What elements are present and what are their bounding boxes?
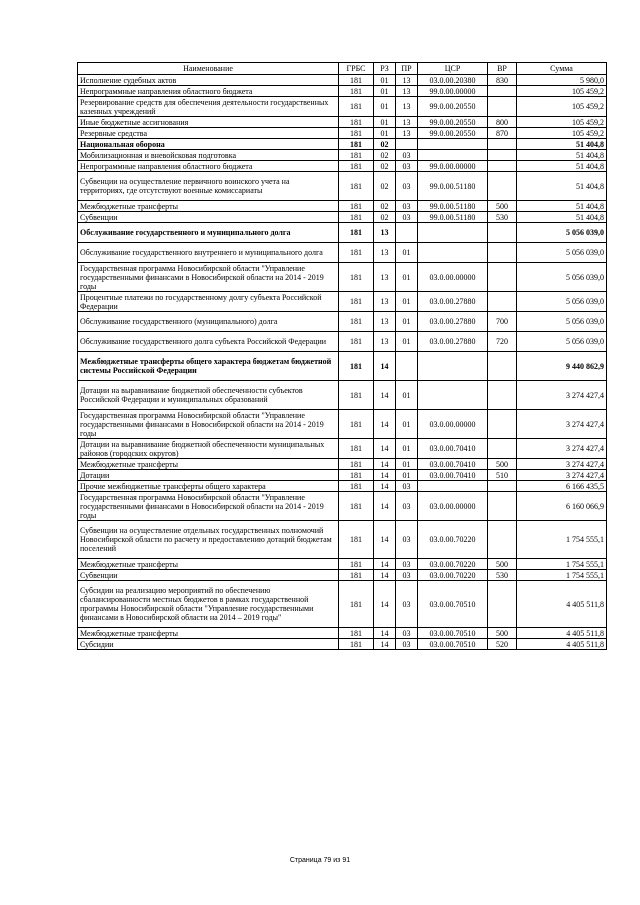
cell-grbs: 181	[339, 139, 374, 150]
cell-rz: 02	[374, 150, 396, 161]
table-header-row	[78, 63, 607, 75]
cell-pr: 01	[396, 263, 418, 292]
table-row	[78, 481, 607, 492]
cell-sum: 1 754 555,1	[517, 570, 607, 581]
header-rz: РЗ	[374, 63, 396, 75]
cell-name: Субсидии	[78, 639, 339, 650]
cell-vr: 500	[488, 459, 517, 470]
cell-vr	[488, 86, 517, 97]
cell-grbs: 181	[339, 439, 374, 459]
cell-name: Государственная программа Новосибирской области "Управление государственными финансами в Новосибирской области на 2014 - 2019 годы	[78, 410, 339, 439]
table-row	[78, 312, 607, 332]
cell-rz: 13	[374, 312, 396, 332]
cell-csr	[418, 243, 488, 263]
cell-rz: 01	[374, 128, 396, 139]
cell-name: Межбюджетные трансферты	[78, 201, 339, 212]
cell-vr	[488, 97, 517, 117]
cell-sum: 4 405 511,8	[517, 639, 607, 650]
cell-grbs: 181	[339, 581, 374, 628]
cell-csr: 03.0.00.27880	[418, 312, 488, 332]
cell-rz: 13	[374, 332, 396, 352]
cell-sum: 4 405 511,8	[517, 628, 607, 639]
cell-pr: 01	[396, 243, 418, 263]
cell-sum: 3 274 427,4	[517, 459, 607, 470]
cell-sum: 1 754 555,1	[517, 559, 607, 570]
table-row	[78, 628, 607, 639]
cell-sum: 51 404,8	[517, 161, 607, 172]
cell-vr: 520	[488, 639, 517, 650]
cell-rz: 01	[374, 75, 396, 86]
cell-name: Государственная программа Новосибирской области "Управление государственными финансами в Новосибирской области на 2014 - 2019 годы	[78, 492, 339, 521]
cell-name: Обслуживание государственного (муниципального) долга	[78, 312, 339, 332]
budget-table-sheet	[77, 62, 606, 650]
cell-name: Государственная программа Новосибирской области "Управление государственными финансами в Новосибирской области на 2014 - 2019 годы	[78, 263, 339, 292]
cell-name: Обслуживание государственного и муниципального долга	[78, 223, 339, 243]
cell-csr: 03.0.00.70410	[418, 439, 488, 459]
cell-name: Субвенции	[78, 570, 339, 581]
cell-sum: 5 056 039,0	[517, 243, 607, 263]
header-vr: ВР	[488, 63, 517, 75]
cell-pr: 01	[396, 332, 418, 352]
cell-csr	[418, 481, 488, 492]
cell-pr: 03	[396, 492, 418, 521]
table-row	[78, 86, 607, 97]
cell-rz: 14	[374, 381, 396, 410]
cell-name: Субсидии на реализацию мероприятий по обеспечению сбалансированности местных бюджетов в рамках государственной программы Новосибирской области "Управление государственными финансами в Новосибирской области на 2014 – 2019 годы"	[78, 581, 339, 628]
cell-pr: 01	[396, 381, 418, 410]
cell-rz: 14	[374, 410, 396, 439]
cell-csr: 03.0.00.70410	[418, 459, 488, 470]
cell-rz: 14	[374, 459, 396, 470]
table-row	[78, 97, 607, 117]
cell-grbs: 181	[339, 459, 374, 470]
cell-csr: 03.0.00.00000	[418, 263, 488, 292]
cell-name: Субвенции на осуществление первичного воинского учета на территориях, где отсутствуют военные комиссариаты	[78, 172, 339, 201]
table-row	[78, 201, 607, 212]
cell-vr: 830	[488, 75, 517, 86]
table-row	[78, 292, 607, 312]
cell-csr	[418, 139, 488, 150]
cell-grbs: 181	[339, 243, 374, 263]
cell-grbs: 181	[339, 172, 374, 201]
page-footer: Страница 79 из 91	[289, 857, 351, 864]
cell-pr: 03	[396, 172, 418, 201]
cell-csr: 03.0.00.00000	[418, 410, 488, 439]
table-row	[78, 75, 607, 86]
cell-csr	[418, 352, 488, 381]
cell-rz: 02	[374, 161, 396, 172]
cell-csr: 03.0.00.70410	[418, 470, 488, 481]
table-row	[78, 410, 607, 439]
cell-csr: 99.0.00.51180	[418, 172, 488, 201]
cell-grbs: 181	[339, 263, 374, 292]
cell-vr	[488, 172, 517, 201]
cell-pr: 03	[396, 150, 418, 161]
cell-sum: 5 056 039,0	[517, 263, 607, 292]
cell-sum: 5 056 039,0	[517, 292, 607, 312]
cell-rz: 14	[374, 492, 396, 521]
cell-grbs: 181	[339, 75, 374, 86]
cell-grbs: 181	[339, 410, 374, 439]
cell-csr: 99.0.00.20550	[418, 117, 488, 128]
cell-pr	[396, 352, 418, 381]
cell-rz: 13	[374, 292, 396, 312]
cell-grbs: 181	[339, 128, 374, 139]
cell-rz: 02	[374, 212, 396, 223]
cell-csr	[418, 223, 488, 243]
cell-csr: 03.0.00.70220	[418, 521, 488, 559]
cell-vr: 800	[488, 117, 517, 128]
cell-name: Процентные платежи по государственному долгу субъекта Российской Федерации	[78, 292, 339, 312]
table-row	[78, 223, 607, 243]
cell-sum: 51 404,8	[517, 139, 607, 150]
cell-pr: 01	[396, 410, 418, 439]
cell-name: Непрограммные направления областного бюджета	[78, 161, 339, 172]
cell-pr	[396, 139, 418, 150]
cell-sum: 5 056 039,0	[517, 223, 607, 243]
cell-csr: 03.0.00.20380	[418, 75, 488, 86]
cell-sum: 6 160 066,9	[517, 492, 607, 521]
cell-pr: 03	[396, 161, 418, 172]
cell-name: Обслуживание государственного внутреннего и муниципального долга	[78, 243, 339, 263]
cell-vr	[488, 581, 517, 628]
cell-pr: 13	[396, 75, 418, 86]
cell-sum: 3 274 427,4	[517, 470, 607, 481]
cell-pr: 03	[396, 521, 418, 559]
cell-vr	[488, 150, 517, 161]
cell-grbs: 181	[339, 352, 374, 381]
cell-rz: 13	[374, 243, 396, 263]
cell-vr	[488, 410, 517, 439]
cell-rz: 01	[374, 117, 396, 128]
cell-rz: 13	[374, 223, 396, 243]
cell-vr	[488, 161, 517, 172]
cell-name: Иные бюджетные ассигнования	[78, 117, 339, 128]
cell-grbs: 181	[339, 292, 374, 312]
table-row	[78, 559, 607, 570]
cell-pr: 03	[396, 481, 418, 492]
cell-grbs: 181	[339, 161, 374, 172]
cell-csr: 03.0.00.70220	[418, 559, 488, 570]
cell-name: Национальная оборона	[78, 139, 339, 150]
table-row	[78, 263, 607, 292]
cell-rz: 14	[374, 439, 396, 459]
table-row	[78, 439, 607, 459]
cell-rz: 02	[374, 201, 396, 212]
cell-csr: 99.0.00.00000	[418, 161, 488, 172]
header-grbs: ГРБС	[339, 63, 374, 75]
cell-name: Резервирование средств для обеспечения деятельности государственных казенных учреждений	[78, 97, 339, 117]
cell-rz: 14	[374, 352, 396, 381]
cell-grbs: 181	[339, 223, 374, 243]
cell-vr	[488, 521, 517, 559]
cell-pr: 03	[396, 581, 418, 628]
cell-pr: 01	[396, 312, 418, 332]
cell-pr: 03	[396, 639, 418, 650]
cell-rz: 14	[374, 521, 396, 559]
cell-sum: 5 056 039,0	[517, 332, 607, 352]
cell-csr: 03.0.00.00000	[418, 492, 488, 521]
cell-pr: 01	[396, 439, 418, 459]
cell-rz: 14	[374, 581, 396, 628]
cell-sum: 51 404,8	[517, 150, 607, 161]
cell-vr	[488, 381, 517, 410]
cell-vr: 500	[488, 559, 517, 570]
cell-grbs: 181	[339, 312, 374, 332]
cell-sum: 6 166 435,5	[517, 481, 607, 492]
table-body	[78, 75, 607, 650]
cell-name: Дотации на выравнивание бюджетной обеспеченности муниципальных районов (городских округов)	[78, 439, 339, 459]
cell-pr: 03	[396, 201, 418, 212]
table-row	[78, 521, 607, 559]
cell-sum: 1 754 555,1	[517, 521, 607, 559]
cell-name: Непрограммные направления областного бюджета	[78, 86, 339, 97]
cell-name: Резервные средства	[78, 128, 339, 139]
table-row	[78, 459, 607, 470]
cell-sum: 105 459,2	[517, 86, 607, 97]
cell-csr: 99.0.00.51180	[418, 212, 488, 223]
cell-csr: 99.0.00.20550	[418, 128, 488, 139]
header-name: Наименование	[78, 63, 339, 75]
cell-rz: 14	[374, 470, 396, 481]
cell-sum: 3 274 427,4	[517, 410, 607, 439]
cell-sum: 105 459,2	[517, 97, 607, 117]
cell-grbs: 181	[339, 481, 374, 492]
cell-name: Субвенции	[78, 212, 339, 223]
table-row	[78, 243, 607, 263]
cell-vr: 870	[488, 128, 517, 139]
cell-vr	[488, 481, 517, 492]
cell-pr: 01	[396, 470, 418, 481]
cell-vr	[488, 439, 517, 459]
cell-vr	[488, 139, 517, 150]
table-row	[78, 150, 607, 161]
cell-grbs: 181	[339, 570, 374, 581]
cell-csr: 99.0.00.51180	[418, 201, 488, 212]
table-row	[78, 161, 607, 172]
cell-vr: 500	[488, 628, 517, 639]
cell-rz: 01	[374, 97, 396, 117]
table-row	[78, 212, 607, 223]
cell-grbs: 181	[339, 381, 374, 410]
cell-rz: 01	[374, 86, 396, 97]
table-row	[78, 570, 607, 581]
cell-rz: 02	[374, 172, 396, 201]
cell-pr: 13	[396, 117, 418, 128]
cell-csr: 03.0.00.70510	[418, 639, 488, 650]
cell-csr: 03.0.00.27880	[418, 332, 488, 352]
table-row	[78, 492, 607, 521]
cell-rz: 14	[374, 559, 396, 570]
cell-sum: 3 274 427,4	[517, 381, 607, 410]
cell-name: Субвенции на осуществление отдельных государственных полномочий Новосибирской области по расчету и предоставлению дотаций бюджетам поселений	[78, 521, 339, 559]
cell-grbs: 181	[339, 212, 374, 223]
cell-grbs: 181	[339, 639, 374, 650]
cell-sum: 105 459,2	[517, 128, 607, 139]
table-row	[78, 172, 607, 201]
cell-name: Межбюджетные трансферты	[78, 459, 339, 470]
cell-sum: 4 405 511,8	[517, 581, 607, 628]
cell-grbs: 181	[339, 332, 374, 352]
cell-vr	[488, 492, 517, 521]
cell-sum: 3 274 427,4	[517, 439, 607, 459]
cell-name: Межбюджетные трансферты	[78, 559, 339, 570]
cell-grbs: 181	[339, 150, 374, 161]
table-row	[78, 332, 607, 352]
cell-pr: 13	[396, 97, 418, 117]
cell-csr: 03.0.00.70220	[418, 570, 488, 581]
cell-vr: 530	[488, 570, 517, 581]
cell-grbs: 181	[339, 97, 374, 117]
cell-sum: 51 404,8	[517, 212, 607, 223]
cell-pr: 03	[396, 628, 418, 639]
table-row	[78, 381, 607, 410]
cell-pr: 01	[396, 292, 418, 312]
cell-pr	[396, 223, 418, 243]
cell-vr	[488, 223, 517, 243]
cell-pr: 13	[396, 128, 418, 139]
cell-pr: 01	[396, 459, 418, 470]
cell-pr: 03	[396, 559, 418, 570]
cell-csr: 03.0.00.70510	[418, 628, 488, 639]
cell-sum: 5 056 039,0	[517, 312, 607, 332]
cell-name: Прочие межбюджетные трансферты общего характера	[78, 481, 339, 492]
cell-grbs: 181	[339, 492, 374, 521]
cell-name: Межбюджетные трансферты общего характера бюджетам бюджетной системы Российской Федерации	[78, 352, 339, 381]
table-row	[78, 128, 607, 139]
cell-sum: 105 459,2	[517, 117, 607, 128]
table-row	[78, 470, 607, 481]
cell-grbs: 181	[339, 559, 374, 570]
cell-csr: 99.0.00.20550	[418, 97, 488, 117]
cell-csr: 03.0.00.27880	[418, 292, 488, 312]
cell-pr: 03	[396, 570, 418, 581]
cell-vr	[488, 352, 517, 381]
cell-vr: 510	[488, 470, 517, 481]
cell-csr	[418, 381, 488, 410]
cell-name: Дотации	[78, 470, 339, 481]
table-row	[78, 139, 607, 150]
table-row	[78, 639, 607, 650]
cell-grbs: 181	[339, 86, 374, 97]
cell-name: Межбюджетные трансферты	[78, 628, 339, 639]
cell-rz: 13	[374, 263, 396, 292]
table-row	[78, 581, 607, 628]
cell-csr: 99.0.00.00000	[418, 86, 488, 97]
cell-sum: 51 404,8	[517, 172, 607, 201]
cell-grbs: 181	[339, 117, 374, 128]
cell-rz: 14	[374, 481, 396, 492]
cell-vr: 720	[488, 332, 517, 352]
cell-vr	[488, 263, 517, 292]
cell-vr	[488, 292, 517, 312]
cell-grbs: 181	[339, 201, 374, 212]
cell-sum: 5 980,0	[517, 75, 607, 86]
header-csr: ЦСР	[418, 63, 488, 75]
cell-pr: 13	[396, 86, 418, 97]
cell-vr: 500	[488, 201, 517, 212]
cell-rz: 14	[374, 628, 396, 639]
cell-sum: 51 404,8	[517, 201, 607, 212]
budget-table	[77, 62, 607, 650]
cell-grbs: 181	[339, 521, 374, 559]
cell-rz: 14	[374, 570, 396, 581]
cell-csr: 03.0.00.70510	[418, 581, 488, 628]
table-row	[78, 352, 607, 381]
cell-name: Мобилизационная и вневойсковая подготовка	[78, 150, 339, 161]
cell-sum: 9 440 862,9	[517, 352, 607, 381]
cell-vr: 700	[488, 312, 517, 332]
cell-rz: 14	[374, 639, 396, 650]
cell-vr: 530	[488, 212, 517, 223]
cell-name: Обслуживание государственного долга субъекта Российской Федерации	[78, 332, 339, 352]
cell-pr: 03	[396, 212, 418, 223]
cell-rz: 02	[374, 139, 396, 150]
cell-name: Исполнение судебных актов	[78, 75, 339, 86]
cell-csr	[418, 150, 488, 161]
cell-name: Дотации на выравнивание бюджетной обеспеченности субъектов Российской Федерации и муниципальных образований	[78, 381, 339, 410]
header-pr: ПР	[396, 63, 418, 75]
header-sum: Сумма	[517, 63, 607, 75]
cell-grbs: 181	[339, 628, 374, 639]
table-row	[78, 117, 607, 128]
cell-vr	[488, 243, 517, 263]
cell-grbs: 181	[339, 470, 374, 481]
